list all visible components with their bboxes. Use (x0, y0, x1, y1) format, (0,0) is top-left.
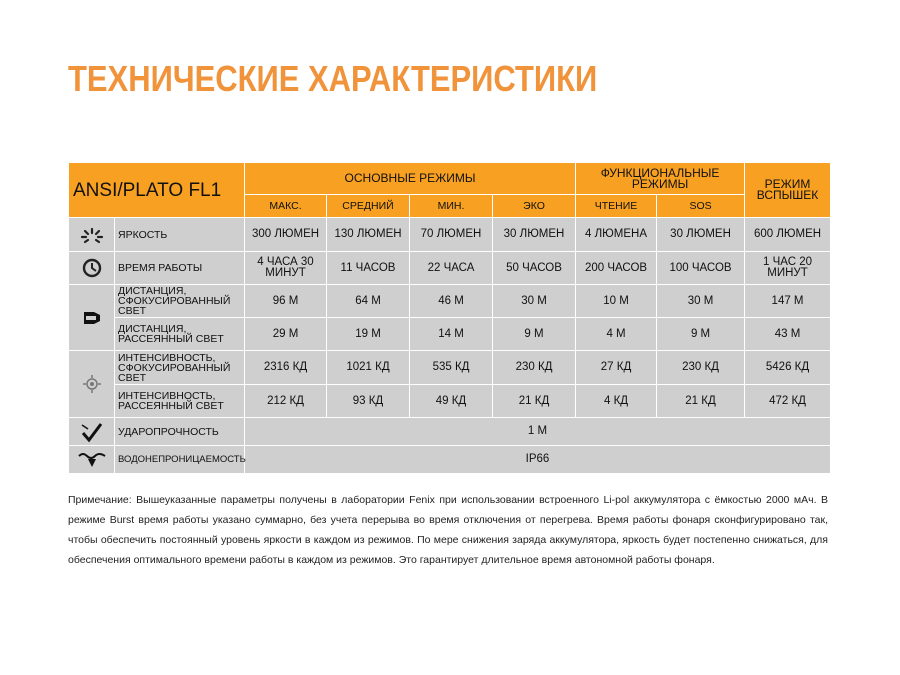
group-main-header: ОСНОВНЫЕ РЕЖИМЫ (245, 163, 576, 195)
table-cell: 9 М (493, 318, 576, 351)
table-cell: 1021 КД (327, 351, 410, 385)
table-cell: 22 ЧАСА (410, 252, 493, 285)
table-cell: 70 ЛЮМЕН (410, 218, 493, 252)
table-row (69, 318, 831, 351)
table-cell: 64 М (327, 285, 410, 318)
table-cell: 4 ЧАСА 30 МИНУТ (245, 252, 327, 285)
row-label: УДАРОПРОЧНОСТЬ (115, 418, 245, 446)
row-label: ВРЕМЯ РАБОТЫ (115, 252, 245, 285)
mode-min: МИН. (410, 195, 493, 218)
table-row (69, 218, 831, 252)
table-cell: 147 М (745, 285, 831, 318)
table-cell: 300 ЛЮМЕН (245, 218, 327, 252)
table-cell: 100 ЧАСОВ (657, 252, 745, 285)
table-cell: 11 ЧАСОВ (327, 252, 410, 285)
row-label: ИНТЕНСИВНОСТЬ, СФОКУСИРОВАННЫЙ СВЕТ (115, 351, 245, 385)
mode-sos: SOS (657, 195, 745, 218)
table-cell: 230 КД (657, 351, 745, 385)
table-cell: 230 КД (493, 351, 576, 385)
row-label: ВОДОНЕПРОНИЦАЕМОСТЬ (115, 446, 245, 474)
water-icon (69, 446, 115, 474)
table-cell: 43 М (745, 318, 831, 351)
mode-reading: ЧТЕНИЕ (576, 195, 657, 218)
distance-icon (69, 285, 115, 351)
table-cell: 30 ЛЮМЕН (493, 218, 576, 252)
table-cell: 93 КД (327, 385, 410, 418)
group-flash-header: РЕЖИМ ВСПЫШЕК (745, 163, 831, 218)
table-cell: 5426 КД (745, 351, 831, 385)
table-cell: 600 ЛЮМЕН (745, 218, 831, 252)
table-cell: 50 ЧАСОВ (493, 252, 576, 285)
table-cell: 9 М (657, 318, 745, 351)
clock-icon (69, 252, 115, 285)
table-cell: 10 М (576, 285, 657, 318)
table-cell: 4 ЛЮМЕНА (576, 218, 657, 252)
table-row (69, 446, 831, 474)
impact-icon (69, 418, 115, 446)
table-row (69, 418, 831, 446)
table-row (69, 385, 831, 418)
mode-medium: СРЕДНИЙ (327, 195, 410, 218)
page-title: ТЕХНИЧЕСКИЕ ХАРАКТЕРИСТИКИ (68, 58, 598, 99)
table-cell: 14 М (410, 318, 493, 351)
row-label: ИНТЕНСИВНОСТЬ, РАССЕЯННЫЙ СВЕТ (115, 385, 245, 418)
table-cell: 4 КД (576, 385, 657, 418)
row-label: ДИСТАНЦИЯ, СФОКУСИРОВАННЫЙ СВЕТ (115, 285, 245, 318)
note-text: Примечание: Вышеуказанные параметры получены в лаборатории Fenix при использовании встроенного Li-pol аккумулятора с ёмкостью 2000 мАч. В режиме Burst время работы указано суммарно, без учета перерыва во время отключения от перегрева. Время работы фонаря сконфигурировано так, чтобы обеспечить постоянный уровень яркости в каждом из режимов. По мере снижения заряда аккумулятора, яркость будет постепенно снижаться, для обеспечения оптимального времени работы в каждом из режимов. Это гарантирует длительное время автономной работы фонаря. (68, 494, 828, 566)
mode-eco: ЭКО (493, 195, 576, 218)
spec-table (68, 162, 831, 474)
table-cell: 30 ЛЮМЕН (657, 218, 745, 252)
table-cell: 96 М (245, 285, 327, 318)
table-cell: 46 М (410, 285, 493, 318)
table-cell: 21 КД (657, 385, 745, 418)
intensity-icon (69, 351, 115, 418)
table-cell: 130 ЛЮМЕН (327, 218, 410, 252)
table-cell: 212 КД (245, 385, 327, 418)
table-cell: 30 М (493, 285, 576, 318)
table-cell: 1 М (245, 418, 831, 446)
table-cell: IP66 (245, 446, 831, 474)
row-label: ДИСТАНЦИЯ, РАССЕЯННЫЙ СВЕТ (115, 318, 245, 351)
table-row (69, 285, 831, 318)
table-cell: 21 КД (493, 385, 576, 418)
row-label: ЯРКОСТЬ (115, 218, 245, 252)
table-cell: 472 КД (745, 385, 831, 418)
table-cell: 2316 КД (245, 351, 327, 385)
model-header: ANSI/PLATO FL1 (69, 163, 245, 218)
mode-max: МАКС. (245, 195, 327, 218)
table-cell: 49 КД (410, 385, 493, 418)
table-cell: 4 М (576, 318, 657, 351)
table-cell: 19 М (327, 318, 410, 351)
table-cell: 200 ЧАСОВ (576, 252, 657, 285)
table-cell: 535 КД (410, 351, 493, 385)
table-row (69, 252, 831, 285)
table-cell: 30 М (657, 285, 745, 318)
table-cell: 1 ЧАС 20 МИНУТ (745, 252, 831, 285)
group-func-header: ФУНКЦИОНАЛЬНЫЕ РЕЖИМЫ (576, 163, 745, 195)
table-row (69, 351, 831, 385)
brightness-icon (69, 218, 115, 252)
table-cell: 27 КД (576, 351, 657, 385)
table-cell: 29 М (245, 318, 327, 351)
